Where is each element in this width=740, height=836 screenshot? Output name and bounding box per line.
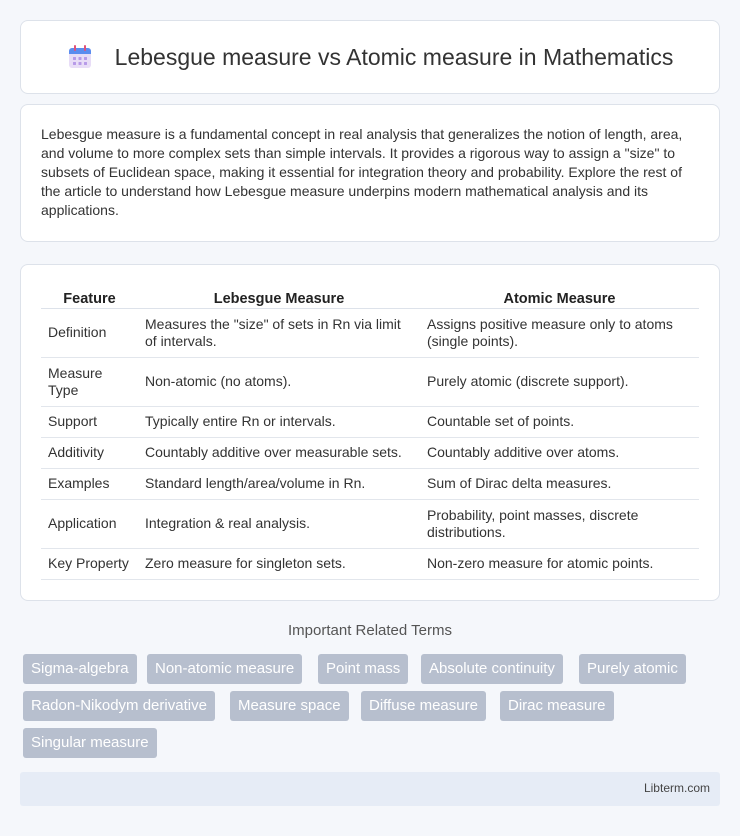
header-card <box>20 20 720 94</box>
table-cell: Examples <box>41 468 138 499</box>
table-cell: Key Property <box>41 548 138 579</box>
table-cell: Measure Type <box>41 357 138 406</box>
related-term-tag[interactable]: Sigma-algebra <box>23 654 137 684</box>
table-cell: Standard length/area/volume in Rn. <box>138 468 420 499</box>
comparison-table <box>41 285 699 580</box>
table-cell: Countably additive over measurable sets. <box>138 437 420 468</box>
related-term-tag[interactable]: Singular measure <box>23 728 157 758</box>
footer <box>20 772 720 806</box>
table-row <box>41 437 699 468</box>
table-row <box>41 499 699 548</box>
table-cell: Zero measure for singleton sets. <box>138 548 420 579</box>
table-cell: Probability, point masses, discrete distributions. <box>420 499 699 548</box>
table-cell: Integration & real analysis. <box>138 499 420 548</box>
table-row <box>41 468 699 499</box>
related-term-tag[interactable]: Non-atomic measure <box>147 654 302 684</box>
related-term-tag[interactable]: Dirac measure <box>500 691 614 721</box>
table-cell: Purely atomic (discrete support). <box>420 357 699 406</box>
related-term-tag[interactable]: Diffuse measure <box>361 691 486 721</box>
table-cell: Application <box>41 499 138 548</box>
table-cell: Support <box>41 406 138 437</box>
table-row <box>41 548 699 579</box>
intro-text: Lebesgue measure is a fundamental concept in real analysis that generalizes the notion of length, area, and volume to more complex sets than simple intervals. It provides a rigorous way to assign a "size" to subsets of Euclidean space, making it essential for integration theory and probability. Explore the rest of the article to understand how Lebesgue measure underpins modern mathematical analysis and its applications. <box>41 126 683 218</box>
comparison-card <box>20 264 720 601</box>
table-cell: Non-zero measure for atomic points. <box>420 548 699 579</box>
related-term-tag[interactable]: Radon-Nikodym derivative <box>23 691 215 721</box>
column-header: Lebesgue Measure <box>138 285 420 308</box>
table-cell: Non-atomic (no atoms). <box>138 357 420 406</box>
table-header-row <box>41 285 699 308</box>
table-cell: Countably additive over atoms. <box>420 437 699 468</box>
table-cell: Additivity <box>41 437 138 468</box>
page-title: Lebesgue measure vs Atomic measure in Mathematics <box>114 43 674 70</box>
intro-card <box>20 104 720 242</box>
table-cell: Typically entire Rn or intervals. <box>138 406 420 437</box>
related-term-tag[interactable]: Absolute continuity <box>421 654 563 684</box>
table-cell: Countable set of points. <box>420 406 699 437</box>
related-term-tag[interactable]: Purely atomic <box>579 654 686 684</box>
table-cell: Assigns positive measure only to atoms (single points). <box>420 308 699 357</box>
related-terms-title: Important Related Terms <box>288 622 452 639</box>
column-header: Feature <box>41 285 138 308</box>
column-header: Atomic Measure <box>420 285 699 308</box>
related-term-tag[interactable]: Measure space <box>230 691 349 721</box>
related-term-tag[interactable]: Point mass <box>318 654 408 684</box>
footer-brand-link[interactable]: Libterm.com <box>643 781 710 795</box>
table-row <box>41 406 699 437</box>
table-row <box>41 357 699 406</box>
table-cell: Sum of Dirac delta measures. <box>420 468 699 499</box>
table-row <box>41 308 699 357</box>
table-cell: Measures the "size" of sets in Rn via limit of intervals. <box>138 308 420 357</box>
table-cell: Definition <box>41 308 138 357</box>
calendar-icon <box>67 44 93 70</box>
